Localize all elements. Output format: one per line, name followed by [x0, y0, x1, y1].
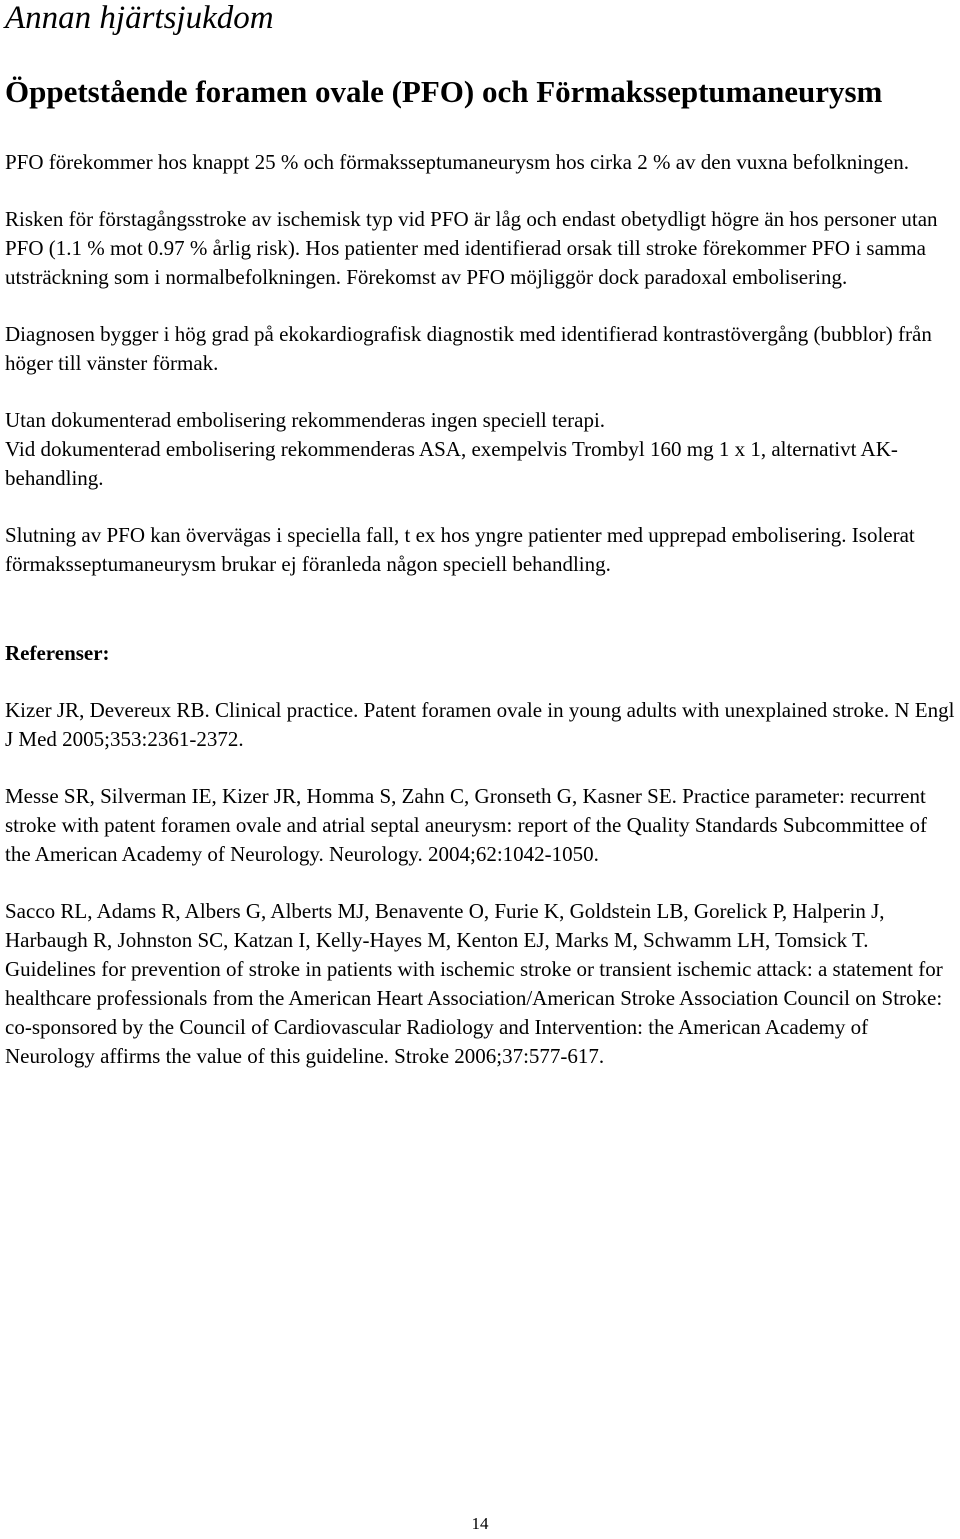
- reference-item: Kizer JR, Devereux RB. Clinical practice. Patent foramen ovale in young adults with unexplained stroke. N Engl J Med 2005;353:2361-2372.: [5, 698, 955, 751]
- paragraph-diagnosis: Diagnosen bygger i hög grad på ekokardiografisk diagnostik med identifierad kontrastövergång (bubblor) från höger till vänster förmak.: [5, 322, 932, 375]
- references-heading: Referenser:: [5, 641, 110, 665]
- page-number: 14: [471, 1514, 489, 1533]
- chapter-title: Annan hjärtsjukdom: [5, 0, 274, 36]
- section-title: Öppetstående foramen ovale (PFO) och Förmaksseptumaneurysm: [5, 74, 883, 109]
- paragraph-treatment: Vid dokumenterad embolisering rekommenderas ASA, exempelvis Trombyl 160 mg 1 x 1, alternativt AK-behandling.: [5, 437, 898, 490]
- paragraph-no-therapy: Utan dokumenterad embolisering rekommenderas ingen speciell terapi.: [5, 408, 606, 432]
- paragraph-closure: Slutning av PFO kan övervägas i speciella fall, t ex hos yngre patienter med upprepad embolisering. Isolerat förmaksseptumaneurysm brukar ej föranleda någon speciell behandling.: [5, 523, 915, 576]
- reference-item: Messe SR, Silverman IE, Kizer JR, Homma S, Zahn C, Gronseth G, Kasner SE. Practice parameter: recurrent stroke with patent foramen ovale and atrial septal aneurysm: report of the Quality Standards Subcommittee of the American Academy of Neurology. Neurology. 2004;62:1042-1050.: [5, 784, 927, 866]
- reference-item: Sacco RL, Adams R, Albers G, Alberts MJ, Benavente O, Furie K, Goldstein LB, Gorelick P, Halperin J, Harbaugh R, Johnston SC, Katzan I, Kelly-Hayes M, Kenton EJ, Marks M, Schwamm LH, Tomsick T. Guidelines for prevention of stroke in patients with ischemic stroke or transient ischemic attack: a statement for healthcare professionals from the American Heart Association/American Stroke Association Council on Stroke: co-sponsored by the Council of Cardiovascular Radiology and Intervention: the American Academy of Neurology affirms the value of this guideline. Stroke 2006;37:577-617.: [5, 899, 943, 1068]
- document-page: [5, 0, 957, 1071]
- paragraph-prevalence: PFO förekommer hos knappt 25 % och förmaksseptumaneurysm hos cirka 2 % av den vuxna befolkningen.: [5, 150, 909, 174]
- paragraph-risk: Risken för förstagångsstroke av ischemisk typ vid PFO är låg och endast obetydligt högre än hos personer utan PFO (1.1 % mot 0.97 % årlig risk). Hos patienter med identifierad orsak till stroke förekommer PFO i samma utsträckning som i normalbefolkningen. Förekomst av PFO möjliggör dock paradoxal embolisering.: [5, 207, 938, 289]
